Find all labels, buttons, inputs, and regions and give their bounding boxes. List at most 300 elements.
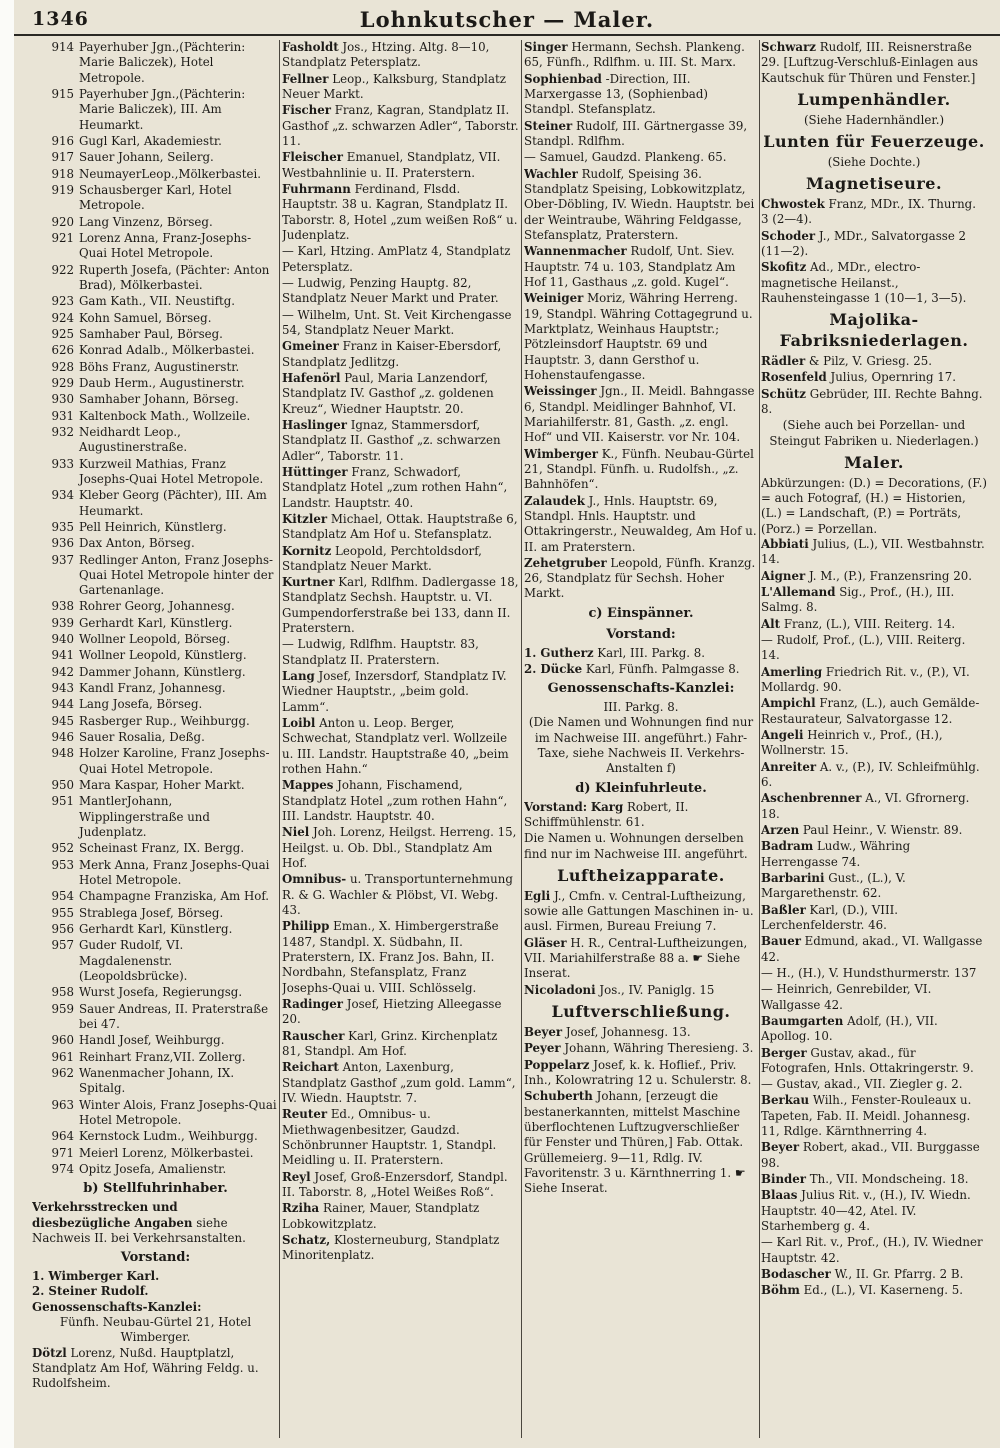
list-item — [32, 409, 279, 424]
vorstand-d-note: Die Namen u. Wohnungen derselben find nur im Nachweise III. angeführt. — [524, 831, 748, 861]
entry-number: 932 — [51, 424, 74, 439]
entry-text: Julius, Opernring 17. — [830, 370, 957, 385]
list-item — [761, 633, 987, 664]
list-item — [32, 746, 279, 777]
entry-name: Böhm — [761, 1283, 800, 1298]
entry-text: Rainer, Mauer, Standplatz Lobkowitzplatz. — [282, 1201, 480, 1231]
list-item — [761, 370, 987, 385]
entry-name: Singer — [524, 40, 568, 54]
list-item — [524, 40, 758, 71]
list-item — [32, 167, 279, 182]
entry-text: Payerhuber Jgn.,(Pächterin: Marie Baliczek), Hotel Metropole. — [79, 40, 246, 85]
entry-text: Karl, Fünfh. Palmgasse 8. — [585, 661, 740, 676]
entry-text: & Pilz, V. Griesg. 25. — [808, 353, 933, 368]
column-2 — [282, 40, 519, 1440]
entry-name: Philipp — [282, 919, 330, 934]
list-item — [761, 823, 987, 838]
vorstand-member: 2. Steiner Rudolf. — [32, 1284, 149, 1299]
entry-number: 959 — [51, 1001, 74, 1016]
entry-text: — Wilhelm, Unt. St. Veit Kirchengasse 54, Standplatz Neuer Markt. — [282, 307, 512, 337]
entry-name: Berkau — [761, 1093, 810, 1108]
list-item — [524, 119, 758, 150]
entry-text: Karl, (D.), VIII. Lerchenfelderstr. 46. — [761, 902, 899, 932]
list-item — [282, 276, 519, 307]
vorstand-member: 1. Wimberger Karl. — [32, 1269, 160, 1284]
entry-text: — Samuel, Gaudzd. Plankeng. 65. — [524, 150, 727, 165]
entry-text: Th., VII. Mondscheing. 18. — [809, 1172, 969, 1187]
list-item — [282, 1233, 519, 1264]
list-item — [32, 648, 279, 663]
entry-text: Sauer Andreas, II. Praterstraße bei 47. — [79, 1001, 269, 1032]
entry-name: Baßler — [761, 902, 806, 917]
entry-number: 924 — [51, 310, 74, 325]
entry-text: Franz, MDr., IX. Thurng. 3 (2—4). — [761, 197, 976, 227]
entry-name: Rädler — [761, 353, 806, 368]
list-item — [282, 778, 519, 824]
vorstand-heading: Vorstand: — [606, 626, 676, 642]
entry-name: Gmeiner — [282, 339, 339, 354]
list-item — [282, 103, 519, 149]
list-item — [32, 457, 279, 488]
entry-name: Wachler — [524, 166, 578, 181]
entry-number: 958 — [51, 985, 74, 1000]
list-item — [32, 1346, 279, 1392]
list-item — [282, 308, 519, 339]
list-item — [761, 966, 987, 981]
list-item — [32, 343, 279, 358]
entry-name: Hafenörl — [282, 370, 341, 385]
list-item — [32, 681, 279, 696]
list-item — [524, 1041, 758, 1056]
entry-text: Ludw., Währing Herrengasse 74. — [761, 839, 911, 869]
list-item — [524, 72, 758, 118]
list-item — [761, 791, 987, 822]
entry-name: Reuter — [282, 1107, 328, 1122]
list-item — [524, 1089, 758, 1196]
entry-text: Leopold, Perchtoldsdorf, Standplatz Neuer Markt. — [282, 543, 482, 573]
entry-text: Johann, [erzeugt die bestanerkannten, mittelst Maschine überflochtenen Luftzugverschließer für Fenster und Thüren,] Fab. Ottak. Grüllemeierg. 9—11, Rdlg. IV. Favoritenstr. 3 u. Kärnthnerring 1. ☛ Siehe Inserat. — [524, 1089, 746, 1196]
entry-name: Fuhrmann — [282, 181, 351, 196]
entry-number: 922 — [51, 262, 74, 277]
entry-name: Schwarz — [761, 40, 816, 54]
verkehr-reference: siehe Nachweis II. bei Verkehrsanstalten. — [32, 1215, 246, 1245]
list-item — [282, 825, 519, 871]
entry-name: Niel — [282, 825, 310, 840]
entry-name: Peyer — [524, 1041, 561, 1056]
entry-text: Jgn., II. Meidl. Bahngasse 6, Standpl. Meidlinger Bahnhof, VI. Mariahilferstr. 81, Gasth. „z. engl. Hof“ und VII. Kaiserstr. vor Nr. 104. — [524, 384, 755, 445]
entry-text: Lorenz, Nußd. Hauptplatzl, Standplatz Am Hof, Währing Feldg. u. Rudolfsheim. — [32, 1345, 259, 1391]
entry-number: 957 — [51, 938, 74, 953]
entry-text: Rohrer Georg, Johannesg. — [79, 599, 235, 614]
entry-name: Bodascher — [761, 1267, 831, 1282]
list-item — [761, 1093, 987, 1139]
entry-text: Gust., (L.), V. Margarethenstr. 62. — [761, 870, 906, 901]
entry-text: Kaltenbock Math., Wollzeile. — [79, 408, 251, 423]
entry-text: Franz, Schwadorf, Standplatz Hotel „zum rothen Hahn“, Landstr. Hauptstr. 40. — [282, 464, 508, 510]
list-item — [282, 1060, 519, 1106]
entry-number: 933 — [51, 456, 74, 471]
list-item — [32, 215, 279, 230]
entry-text: Wollner Leopold, Börseg. — [79, 632, 231, 647]
entry-number: 952 — [51, 841, 74, 856]
entry-number: 943 — [51, 681, 74, 696]
entry-text: Strablega Josef, Börseg. — [79, 905, 224, 920]
entry-text: Rudolf, Speising 36. Standplatz Speising, Lobkowitzplatz, Ober-Döbling, IV. Wiedn. Hauptstr. bei der Weintraube, Währing Feldgasse, Stefansplatz, Praterstern. — [524, 166, 755, 242]
list-item — [761, 1267, 987, 1282]
entry-number: 945 — [51, 713, 74, 728]
entry-name: Berger — [761, 1045, 807, 1060]
entry-name: Lang — [282, 669, 315, 684]
entry-name: 1. Gutherz — [524, 645, 594, 660]
entry-number: 948 — [51, 746, 74, 761]
entry-text: Redlinger Anton, Franz Josephs-Quai Hotel Metropole hinter der Gartenanlage. — [79, 552, 274, 598]
entry-number: 917 — [51, 150, 74, 165]
entry-text: Dax Anton, Börseg. — [79, 536, 195, 551]
list-item — [524, 662, 758, 677]
entry-text: Lang Vinzenz, Börseg. — [79, 214, 213, 229]
list-item — [32, 488, 279, 519]
entry-number: 954 — [51, 889, 74, 904]
list-item — [282, 575, 519, 636]
list-item — [32, 536, 279, 551]
entry-text: Konrad Adalb., Mölkerbastei. — [79, 343, 255, 358]
entry-number: 915 — [51, 86, 74, 101]
entry-text: Hermann, Sechsh. Plankeng. 65, Fünfh., Rdlfhm. u. III. St. Marx. — [524, 40, 745, 70]
entry-text: Karl, Grinz. Kirchenplatz 81, Standpl. Am Hof. — [282, 1028, 498, 1058]
entry-name: Kornitz — [282, 543, 332, 558]
entry-name: Haslinger — [282, 417, 347, 432]
entry-text: Kurzweil Mathias, Franz Josephs-Quai Hotel Metropole. — [79, 456, 264, 486]
entry-text: Ignaz, Stammersdorf, Standplatz II. Gasthof „z. schwarzen Adler“, Taborstr. 11. — [282, 417, 501, 463]
entry-number: 925 — [51, 326, 74, 341]
entry-text: Leopold, Fünfh. Kranzg. 26, Standplatz für Sechsh. Hoher Markt. — [524, 555, 756, 601]
entry-text: Paul Heinr., V. Wienstr. 89. — [802, 822, 963, 837]
entry-text: Klosterneuburg, Standplatz Minoritenplatz. — [282, 1232, 500, 1263]
list-item — [761, 617, 987, 632]
entry-name: Aschenbrenner — [761, 791, 862, 806]
list-item — [761, 760, 987, 791]
entry-text: Karl, Rdlfhm. Dadlergasse 18, Standplatz Sechsh. Hauptstr. u. VI. Gumpendorferstraße bei 133, dann II. Praterstern. — [282, 575, 519, 636]
kanzlei-heading: Genossenschafts-Kanzlei: — [547, 681, 735, 697]
column-rule — [521, 40, 522, 1438]
entry-name: Karg — [590, 799, 624, 814]
list-item — [761, 1140, 987, 1171]
entry-text: Kernstock Ludm., Weihburgg. — [79, 1129, 258, 1144]
entry-text: Lorenz Anna, Franz-Josephs-Quai Hotel Metropole. — [79, 230, 252, 261]
column-rule — [759, 40, 760, 1438]
column-1 — [32, 40, 279, 1440]
entry-text: Josef, k. k. Hoflief., Priv. Inh., Kolowratring 12 u. Schulerstr. 8. — [524, 1057, 752, 1087]
list-item — [32, 294, 279, 309]
list-item — [32, 40, 279, 86]
entry-text: Holzer Karoline, Franz Josephs-Quai Hotel Metropole. — [79, 746, 270, 776]
entry-text: Guder Rudolf, VI. Magdalenenstr. (Leopoldsbrücke). — [79, 938, 188, 984]
page-title: Lohnkutscher — Maler. — [359, 7, 655, 32]
entry-text: Johann, Fischamend, Standplatz Hotel „zum rothen Hahn“, III. Landstr. Hauptstr. 40. — [282, 778, 508, 824]
entry-name: Sophienbad — [524, 71, 602, 86]
list-item — [32, 632, 279, 647]
entry-number: 928 — [51, 359, 74, 374]
entry-number: 953 — [51, 857, 74, 872]
entry-name: Blaas — [761, 1188, 798, 1203]
entry-name: Schütz — [761, 386, 807, 401]
entry-number: 951 — [51, 794, 74, 809]
list-item — [761, 1077, 987, 1092]
column-4 — [761, 40, 987, 1440]
entry-text: Eman., X. Himbergerstraße 1487, Standpl. X. Südbahn, II. Praterstern, IX. Franz Jos. Bahn, II. Nordbahn, Stefansplatz, Franz Josephs-Quai u. VIII. Schlösselg. — [282, 919, 499, 995]
kanzlei-address: III. Parkg. 8. — [603, 700, 679, 715]
list-item — [761, 728, 987, 759]
entry-name: Dötzl — [32, 1345, 67, 1360]
entry-text: Payerhuber Jgn.,(Pächterin: Marie Baliczek), III. Am Heumarkt. — [79, 86, 246, 132]
list-item — [761, 40, 987, 86]
entry-text: Anton u. Leop. Berger, Schwechat, Standplatz verl. Wollzeile u. III. Landstr. Hauptstraße 40, „beim rothen Hahn.“ — [282, 716, 509, 777]
entry-number: 931 — [51, 408, 74, 423]
entry-text: Rasberger Rup., Weihburgg. — [79, 713, 250, 728]
entry-name: Egli — [524, 888, 551, 903]
list-item — [282, 997, 519, 1028]
entry-name: Beyer — [524, 1024, 563, 1039]
entry-number: 964 — [51, 1129, 74, 1144]
entry-text: — Rudolf, Prof., (L.), VIII. Reiterg. 14. — [761, 632, 966, 663]
entry-text: Rudolf, III. Reisnerstraße 29. [Luftzug-Verschluß-Einlagen aus Kautschuk für Thüren und Fenster.] — [761, 40, 979, 85]
entry-text: MantlerJohann, Wipplingerstraße und Judenplatz. — [79, 794, 210, 840]
list-item — [282, 544, 519, 575]
entry-text: Franz, (L.), auch Gemälde-Restaurateur, Salvatorgasse 12. — [761, 696, 980, 726]
entry-number: 914 — [51, 40, 74, 54]
entry-text: Gam Kath., VII. Neustiftg. — [79, 294, 236, 309]
entry-text: Heinrich v., Prof., (H.), Wollnerstr. 15. — [761, 727, 943, 758]
kanzlei-note: (Die Namen und Wohnungen find nur im Nachweise III. angeführt.) Fahr-Taxe, siehe Nachweis II. Verkehrs-Anstalten f) — [528, 715, 754, 776]
list-item — [761, 1188, 987, 1234]
entry-number: 960 — [51, 1033, 74, 1048]
entry-name: Kitzler — [282, 511, 328, 526]
luftversch-heading: Luftverschließung. — [551, 1002, 731, 1022]
list-item — [282, 418, 519, 464]
list-item — [32, 311, 279, 326]
luftheiz-heading: Luftheizapparate. — [557, 865, 725, 885]
entry-name: Schoder — [761, 228, 816, 243]
maler-list — [761, 537, 987, 1299]
list-item — [524, 889, 758, 935]
list-item — [761, 354, 987, 369]
entry-name: Rosenfeld — [761, 370, 827, 385]
entry-name: Alt — [761, 616, 781, 631]
list-item — [32, 938, 279, 984]
luftversch-list — [524, 1025, 758, 1197]
list-item — [524, 983, 758, 998]
majolika-note: (Siehe auch bei Porzellan- und Steingut Fabriken u. Niederlagen.) — [769, 418, 979, 448]
entry-name: Zehetgruber — [524, 555, 607, 570]
entry-text: — Karl, Htzing. AmPlatz 4, Standplatz Petersplatz. — [282, 244, 511, 274]
entry-name: Fellner — [282, 71, 329, 86]
vorstand-heading: Vorstand: — [120, 1250, 191, 1266]
entry-name: Baumgarten — [761, 1013, 844, 1028]
verkehr-block — [32, 1200, 279, 1246]
entry-text: Jos., IV. Paniglg. 15 — [599, 982, 715, 997]
entry-name: Steiner — [524, 118, 573, 133]
list-item — [32, 134, 279, 149]
list-item — [282, 339, 519, 370]
list-item — [761, 934, 987, 965]
column-3 — [524, 40, 758, 1440]
list-item — [761, 696, 987, 727]
entry-text: Josef, Johannesg. 13. — [565, 1024, 691, 1039]
list-item — [524, 646, 758, 661]
list-item — [524, 244, 758, 290]
entry-text: Ruperth Josefa, (Pächter: Anton Brad), Mölkerbastei. — [79, 262, 270, 292]
entry-number: 950 — [51, 778, 74, 793]
entry-text: Kandl Franz, Johannesg. — [79, 681, 226, 696]
list-item — [32, 841, 279, 856]
list-item — [32, 665, 279, 680]
vorstand-list — [524, 646, 758, 678]
entry-number: 934 — [51, 488, 74, 503]
entry-text: NeumayerLeop.,Mölkerbastei. — [79, 166, 261, 181]
entry-number: 955 — [51, 905, 74, 920]
entry-number: 974 — [51, 1161, 74, 1176]
entry-number: 936 — [51, 536, 74, 551]
entry-text: Adolf, (H.), VII. Apollog. 10. — [761, 1013, 938, 1044]
entry-text: Merk Anna, Franz Josephs-Quai Hotel Metropole. — [79, 857, 270, 888]
entry-number: 916 — [51, 133, 74, 148]
list-item — [32, 730, 279, 745]
entry-text: Wurst Josefa, Regierungsg. — [79, 985, 243, 1000]
list-item — [32, 1162, 279, 1177]
entry-name: Rziha — [282, 1201, 320, 1216]
entry-text: Opitz Josefa, Amalienstr. — [79, 1161, 227, 1176]
list-item — [32, 1146, 279, 1161]
entry-number: 938 — [51, 599, 74, 614]
entry-name: Anreiter — [761, 759, 817, 774]
entry-number: 929 — [51, 375, 74, 390]
entry-text: — H., (H.), V. Hundsthurmerstr. 137 — [761, 965, 977, 980]
entry-text: A., VI. Gfrornerg. 18. — [761, 791, 970, 821]
entry-number: 944 — [51, 697, 74, 712]
entry-text: J., Cmfn. v. Central-Luftheizung, sowie alle Gattungen Maschinen in- u. ausl. Firmen, Bureau Freiung 7. — [524, 888, 754, 934]
entry-text: Anton, Laxenburg, Standplatz Gasthof „zum gold. Lamm“, IV. Wiedn. Hauptstr. 7. — [282, 1060, 516, 1105]
list-item — [761, 665, 987, 696]
entry-name: Reyl — [282, 1169, 311, 1184]
entry-text: Moriz, Währing Herreng. 19, Standpl. Währing Cottagegrund u. Marktplatz, Weinhaus Hauptstr.; Pötzleinsdorf Hauptstr. 69 und Hauptstr. 3, dann Gersthof u. Hohenstaufengasse. — [524, 291, 753, 382]
entry-text: K., Fünfh. Neubau-Gürtel 21, Standpl. Fünfh. u. Rudolfsh., „z. Bahnhöfen“. — [524, 446, 754, 492]
entry-name: Weissinger — [524, 384, 597, 399]
entry-text: Wanenmacher Johann, IX. Spitalg. — [79, 1066, 235, 1096]
list-item — [32, 714, 279, 729]
entry-text: Robert, akad., VII. Burggasse 98. — [761, 1140, 980, 1170]
entry-number: 971 — [51, 1145, 74, 1160]
entry-number: 940 — [51, 632, 74, 647]
list-item — [761, 982, 987, 1013]
entry-text: Ad., MDr., electro-magnetische Heilanst., Rauhensteingasse 1 (10—1, 3—5). — [761, 260, 967, 305]
entry-list — [524, 40, 758, 602]
kanzlei-address: Fünfh. Neubau-Gürtel 21, Hotel Wimberger. — [59, 1315, 252, 1345]
list-item — [524, 556, 758, 602]
entry-text: Gebrüder, III. Rechte Bahng. 8. — [761, 386, 983, 416]
entry-name: Chwostek — [761, 197, 825, 212]
entry-text: Ed., (L.), VI. Kaserneng. 5. — [803, 1283, 964, 1298]
entry-text: Wollner Leopold, Künstlerg. — [79, 648, 247, 663]
lunten-heading: Lunten für Feuerzeuge. — [763, 132, 985, 152]
entry-text: Sauer Johann, Seilerg. — [79, 150, 214, 165]
list-item — [32, 392, 279, 407]
entry-text: — Ludwig, Rdlfhm. Hauptstr. 83, Standplatz II. Praterstern. — [282, 637, 479, 667]
entry-number: 939 — [51, 615, 74, 630]
list-item — [32, 985, 279, 1000]
maler-heading: Maler. — [844, 452, 904, 472]
entry-name: Mappes — [282, 778, 334, 793]
entry-text: Neidhardt Leop., Augustinerstraße. — [79, 424, 188, 455]
verkehr-heading: Verkehrsstrecken und diesbezügliche Angaben — [32, 1200, 193, 1230]
list-item — [32, 183, 279, 214]
list-item — [32, 150, 279, 165]
entry-name: L'Allemand — [761, 584, 836, 599]
list-item — [761, 569, 987, 584]
list-item — [761, 1283, 987, 1298]
entry-name: Aigner — [761, 568, 806, 583]
list-item — [761, 260, 987, 306]
list-item — [32, 87, 279, 133]
entry-text: Ed., Omnibus- u. Miethwagenbesitzer, Gaudzd. Schönbrunner Hauptstr. 1, Standpl. Meidling u. II. Praterstern. — [282, 1107, 497, 1168]
entry-text: Robert, II. Schiffmühlenstr. 61. — [524, 799, 689, 829]
entry-number: 930 — [51, 392, 74, 407]
entry-name: Arzen — [761, 822, 800, 837]
list-item — [282, 1170, 519, 1201]
luftheiz-list — [524, 889, 758, 998]
entry-text: Sig., Prof., (H.), III. Salmg. 8. — [761, 584, 955, 615]
list-item — [32, 697, 279, 712]
list-item — [282, 244, 519, 275]
entry-name: Poppelarz — [524, 1057, 590, 1072]
list-item — [524, 494, 758, 555]
entry-name: Fasholdt — [282, 40, 339, 54]
list-item — [32, 1033, 279, 1048]
list-item — [32, 425, 279, 456]
entry-name: Hüttinger — [282, 464, 348, 479]
list-item — [761, 871, 987, 902]
list-item — [32, 922, 279, 937]
list-item — [32, 599, 279, 614]
list-item — [524, 447, 758, 493]
list-item — [761, 387, 987, 418]
lunten-reference: (Siehe Dochte.) — [827, 154, 921, 169]
list-item — [282, 150, 519, 181]
abbreviations: Abkürzungen: (D.) = Decorations, (F.) = auch Fotograf, (H.) = Historien, (L.) = Landschaft, (P.) = Porträts, (Porz.) = Porzellan. — [761, 475, 987, 536]
entry-text: -Direction, III. Marxergasse 13, (Sophienbad) Standpl. Stefansplatz. — [524, 71, 708, 117]
section-heading-c: c) Einspänner. — [588, 605, 694, 621]
list-item — [524, 150, 758, 165]
list-item — [761, 839, 987, 870]
entry-text: Daub Herm., Augustinerstr. — [79, 375, 245, 390]
entry-name: Reichart — [282, 1060, 339, 1075]
list-item — [282, 637, 519, 668]
list-item — [761, 1014, 987, 1045]
entry-name: Weiniger — [524, 291, 584, 306]
entry-number: 942 — [51, 664, 74, 679]
list-item — [32, 327, 279, 342]
entry-text: Böhs Franz, Augustinerstr. — [79, 359, 240, 374]
entry-text: Emanuel, Standplatz, VII. Westbahnlinie u. II. Praterstern. — [282, 150, 501, 180]
entry-text: Ferdinand, Flsdd. Hauptstr. 38 u. Kagran, Standplatz II. Taborstr. 8, Hotel „zum weißen Roß“ u. Judenplatz. — [282, 181, 518, 242]
entry-text: Mara Kaspar, Hoher Markt. — [79, 778, 245, 793]
vorstand-d — [524, 800, 758, 831]
entry-text: Jos., Htzing. Altg. 8—10, Standplatz Petersplatz. — [282, 40, 490, 70]
entry-text: Paul, Maria Lanzendorf, Standplatz IV. Gasthof „z. goldenen Kreuz“, Wiedner Hauptstr. 20. — [282, 370, 494, 416]
entry-number: 963 — [51, 1097, 74, 1112]
list-item — [32, 263, 279, 294]
list-item — [282, 72, 519, 103]
list-item — [282, 872, 519, 918]
